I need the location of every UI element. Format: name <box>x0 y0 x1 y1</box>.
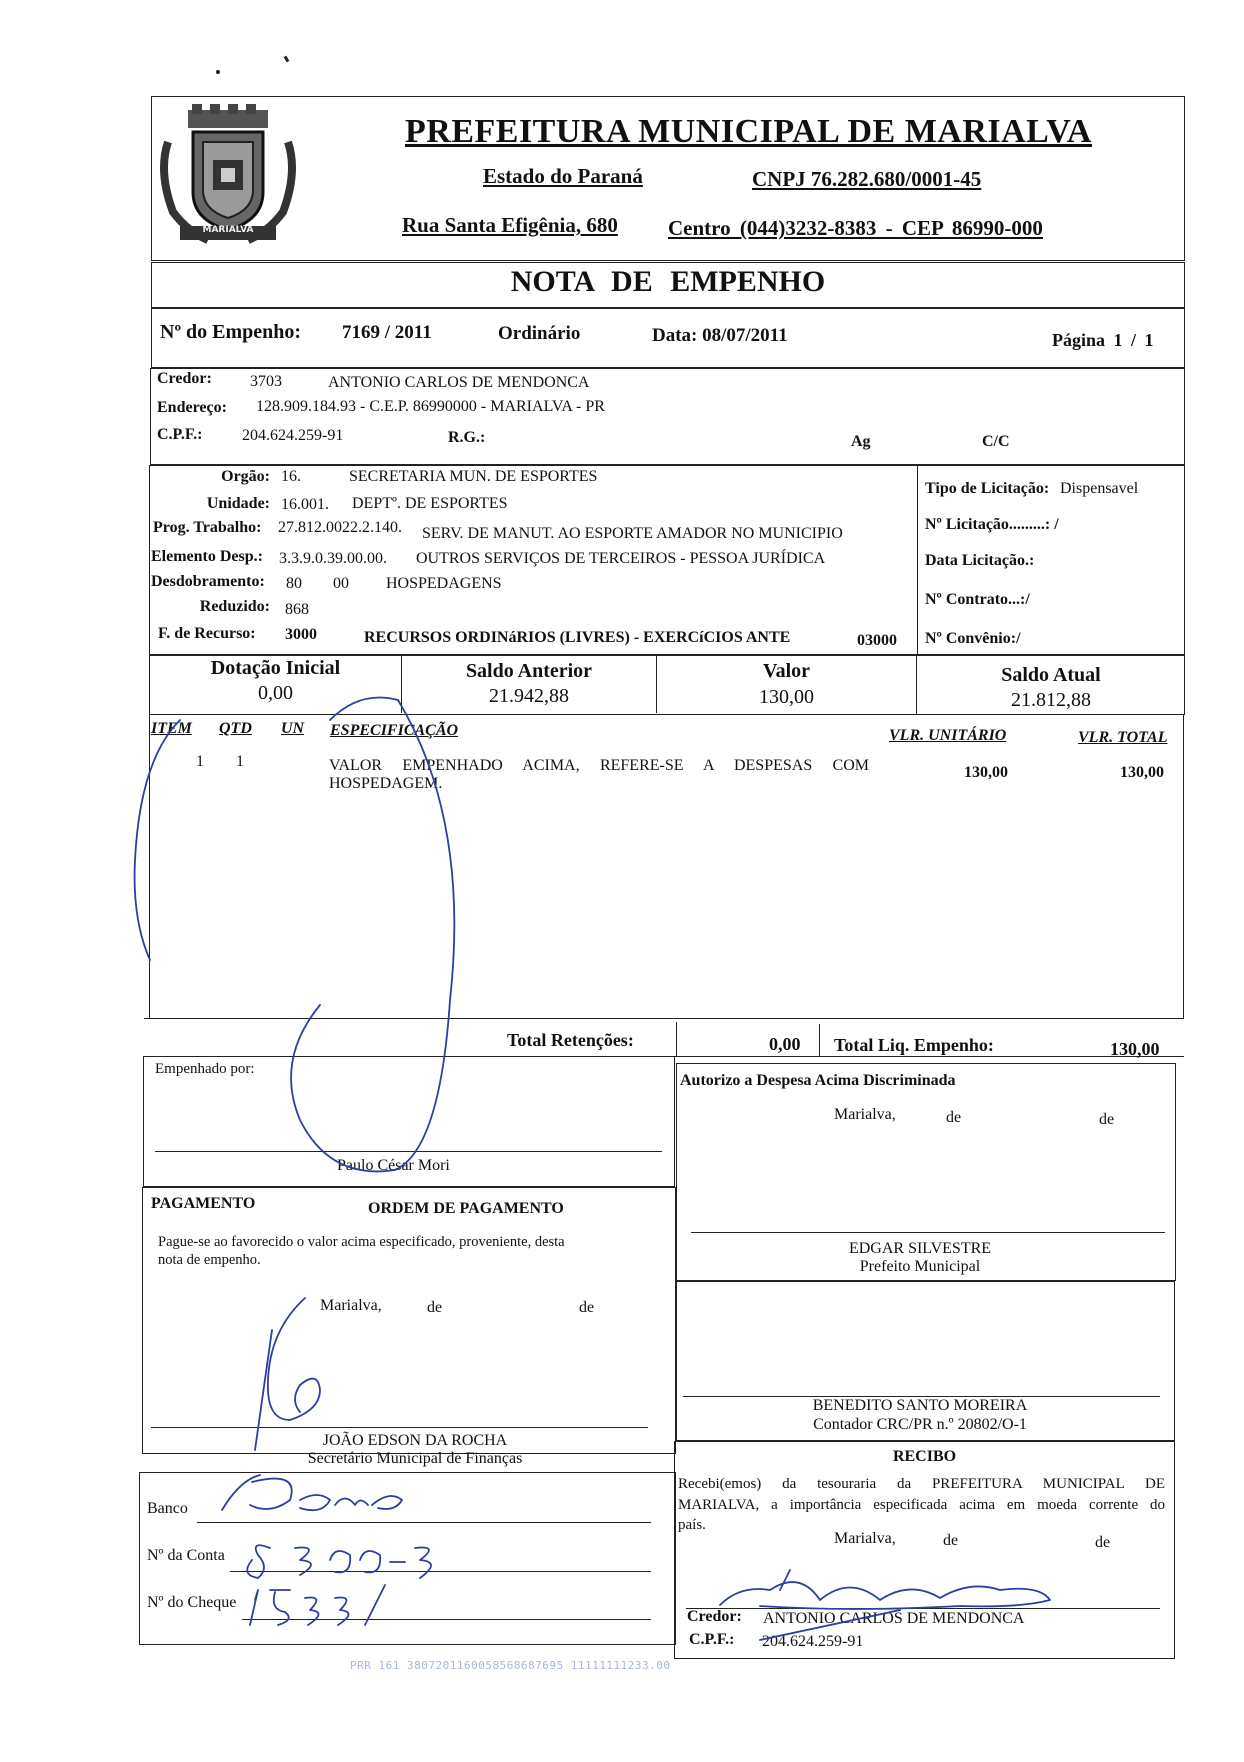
banco-label: Banco <box>147 1500 188 1517</box>
crest-banner-text: MARIALVA <box>202 225 254 235</box>
pagamento-label: PAGAMENTO <box>151 1195 256 1212</box>
recibo-credor-name: ANTONIO CARLOS DE MENDONCA <box>763 1610 1025 1627</box>
pagamento-city: Marialva, <box>320 1297 382 1314</box>
conta-label: Nº da Conta <box>147 1547 225 1564</box>
cheque-handwriting <box>250 1585 385 1625</box>
cnpj-text: CNPJ 76.282.680/0001-45 <box>752 167 982 191</box>
pagamento-de1: de <box>427 1299 443 1316</box>
dotacao-label: Dotação Inicial <box>210 657 341 679</box>
desdobramento-desc: HOSPEDAGENS <box>386 575 502 592</box>
street-text: Rua Santa Efigênia, 680 <box>402 213 618 237</box>
credor-label: Credor: <box>157 370 212 387</box>
joao-signature-ink <box>255 1330 272 1450</box>
item-row-spec-line2: HOSPEDAGEM. <box>329 775 443 792</box>
col-spec-header: ESPECIFICAÇÃO <box>330 722 459 739</box>
endereco-value: 128.909.184.93 - C.E.P. 86990000 - MARIALVA - PR <box>256 398 605 415</box>
col-unit-header: VLR. UNITÁRIO <box>889 727 1007 744</box>
unidade-desc: DEPTº. DE ESPORTES <box>352 495 508 512</box>
autorizo-signer-name: EDGAR SILVESTRE <box>848 1240 992 1257</box>
prog-value: 27.812.0022.2.140. <box>278 519 402 536</box>
reduzido-value: 868 <box>285 601 309 618</box>
paulo-signature-ink <box>291 700 454 1171</box>
recurso-code: 03000 <box>857 632 897 649</box>
recurso-value: 3000 <box>285 626 317 643</box>
desdobramento-b: 00 <box>333 575 349 592</box>
doc-title: NOTA DE EMPENHO <box>510 265 826 298</box>
joao-signature-ink <box>268 1298 320 1420</box>
autorizo-city: Marialva, <box>834 1106 896 1123</box>
dotacao-value: 0,00 <box>258 682 293 704</box>
data-licitacao: Data Licitação.: <box>925 552 1035 569</box>
rg-label: R.G.: <box>448 429 486 446</box>
numero-convenio: Nº Convênio:/ <box>925 630 1021 647</box>
recibo-title: RECIBO <box>892 1448 957 1465</box>
ordem-pagamento-label: ORDEM DE PAGAMENTO <box>368 1200 564 1217</box>
contador-name: BENEDITO SANTO MOREIRA <box>812 1397 1028 1414</box>
item-row-spec-line1: VALOR EMPENHADO ACIMA, REFERE-SE A DESPESAS COM <box>329 757 869 774</box>
numero-licitacao: Nº Licitação.........: / <box>925 516 1059 533</box>
unidade-value: 16.001. <box>281 496 329 513</box>
cpf-value: 204.624.259-91 <box>242 427 344 444</box>
contador-role: Contador CRC/PR n.º 20802/O-1 <box>813 1416 1027 1433</box>
endereco-label: Endereço: <box>157 399 227 416</box>
recibo-city: Marialva, <box>834 1530 896 1547</box>
recibo-de1: de <box>943 1532 959 1549</box>
saldo-anterior-label: Saldo Anterior <box>465 660 593 682</box>
orgao-label: Orgão: <box>221 468 270 485</box>
item-row-total-value: 130,00 <box>1120 764 1164 781</box>
retencoes-label: Total Retenções: <box>507 1030 634 1050</box>
credor-code: 3703 <box>250 373 282 390</box>
credor-name: ANTONIO CARLOS DE MENDONCA <box>328 374 590 391</box>
orgao-desc: SECRETARIA MUN. DE ESPORTES <box>349 468 598 485</box>
recibo-line2: MARIALVA, a importância especificada acima em moeda corrente do <box>678 1497 1165 1513</box>
valor-value: 130,00 <box>759 686 814 708</box>
cheque-label: Nº do Cheque <box>147 1594 237 1611</box>
unidade-label: Unidade: <box>206 495 270 512</box>
col-item-header: ITEM <box>151 720 192 737</box>
tipo-licitacao-label: Tipo de Licitação: <box>925 480 1050 497</box>
autorizo-de1: de <box>946 1109 962 1126</box>
numero-contrato: Nº Contrato...:/ <box>925 591 1030 608</box>
recibo-de2: de <box>1095 1534 1111 1551</box>
saldo-atual-value: 21.812,88 <box>1011 689 1091 711</box>
empenho-type: Ordinário <box>498 323 581 344</box>
elemento-label: Elemento Desp.: <box>151 548 263 565</box>
col-total-header: VLR. TOTAL <box>1078 729 1168 746</box>
pagamento-text-line1: Pague-se ao favorecido o valor acima especificado, proveniente, desta <box>158 1234 565 1250</box>
item-row-qtd: 1 <box>236 753 244 770</box>
empenho-number: 7169 / 2011 <box>342 322 432 343</box>
saldo-atual-label: Saldo Atual <box>1001 664 1101 686</box>
recibo-cpf-label: C.P.F.: <box>689 1631 735 1648</box>
address-text: Centro (044)3232-8383 - CEP 86990-000 <box>668 216 1043 240</box>
margin-stroke-ink <box>135 720 180 960</box>
item-row-item: 1 <box>196 753 204 770</box>
page-number: Página 1 / 1 <box>1052 330 1154 350</box>
autorizo-label: Autorizo a Despesa Acima Discriminada <box>680 1072 956 1089</box>
elemento-desc: OUTROS SERVIÇOS DE TERCEIROS - PESSOA JURÍDICA <box>416 550 826 567</box>
reduzido-label: Reduzido: <box>199 598 270 615</box>
recibo-credor-label: Credor: <box>687 1608 742 1625</box>
col-un-header: UN <box>281 720 305 737</box>
autorizo-de2: de <box>1099 1111 1115 1128</box>
conta-handwriting <box>247 1545 431 1578</box>
banco-handwriting <box>222 1475 402 1510</box>
recibo-line3: país. <box>678 1517 706 1533</box>
saldo-anterior-value: 21.942,88 <box>489 685 569 707</box>
recurso-label: F. de Recurso: <box>158 625 256 642</box>
empenho-date: Data: 08/07/2011 <box>652 325 788 346</box>
empenho-label: Nº do Empenho: <box>160 321 302 343</box>
desdobramento-a: 80 <box>286 575 302 592</box>
item-row-unit-value: 130,00 <box>964 764 1008 781</box>
liquido-value: 130,00 <box>1110 1039 1160 1059</box>
credor-signature-ink <box>720 1570 1050 1640</box>
paulo-signature-ink <box>330 698 398 721</box>
autorizo-signer-role: Prefeito Municipal <box>859 1258 981 1275</box>
empenhado-name: Paulo César Mori <box>337 1157 450 1174</box>
prog-label: Prog. Trabalho: <box>153 519 262 536</box>
tipo-licitacao-value: Dispensavel <box>1060 480 1139 497</box>
pagamento-de2: de <box>579 1299 595 1316</box>
pagamento-signer-role: Secretário Municipal de Finanças <box>307 1450 523 1467</box>
recibo-cpf-value: 204.624.259-91 <box>762 1633 864 1650</box>
pagamento-text-line2: nota de empenho. <box>158 1252 261 1268</box>
pagamento-signer-name: JOÃO EDSON DA ROCHA <box>322 1432 508 1449</box>
orgao-value: 16. <box>281 468 301 485</box>
prog-desc: SERV. DE MANUT. AO ESPORTE AMADOR NO MUNICIPIO <box>422 525 843 542</box>
bank-processing-stamp: PRR 161 3807201160058568687695 11111111233.00 <box>350 1659 671 1672</box>
agencia-label: Ag <box>851 433 871 450</box>
elemento-value: 3.3.9.0.39.00.00. <box>279 550 387 567</box>
desdobramento-label: Desdobramento: <box>151 573 265 590</box>
state-text: Estado do Paraná <box>483 164 643 188</box>
liquido-label: Total Liq. Empenho: <box>834 1035 994 1055</box>
empenhado-label: Empenhado por: <box>155 1061 255 1077</box>
conta-corrente-label: C/C <box>982 433 1010 450</box>
page-title: PREFEITURA MUNICIPAL DE MARIALVA <box>405 113 1092 150</box>
col-qtd-header: QTD <box>219 720 252 737</box>
cpf-label: C.P.F.: <box>157 426 203 443</box>
valor-label: Valor <box>762 660 811 682</box>
recibo-line1: Recebi(emos) da tesouraria da PREFEITURA MUNICIPAL DE <box>678 1476 1165 1492</box>
retencoes-value: 0,00 <box>769 1034 801 1054</box>
recurso-desc: RECURSOS ORDINáRIOS (LIVRES) - EXERCíCIOS ANTE <box>364 629 791 646</box>
